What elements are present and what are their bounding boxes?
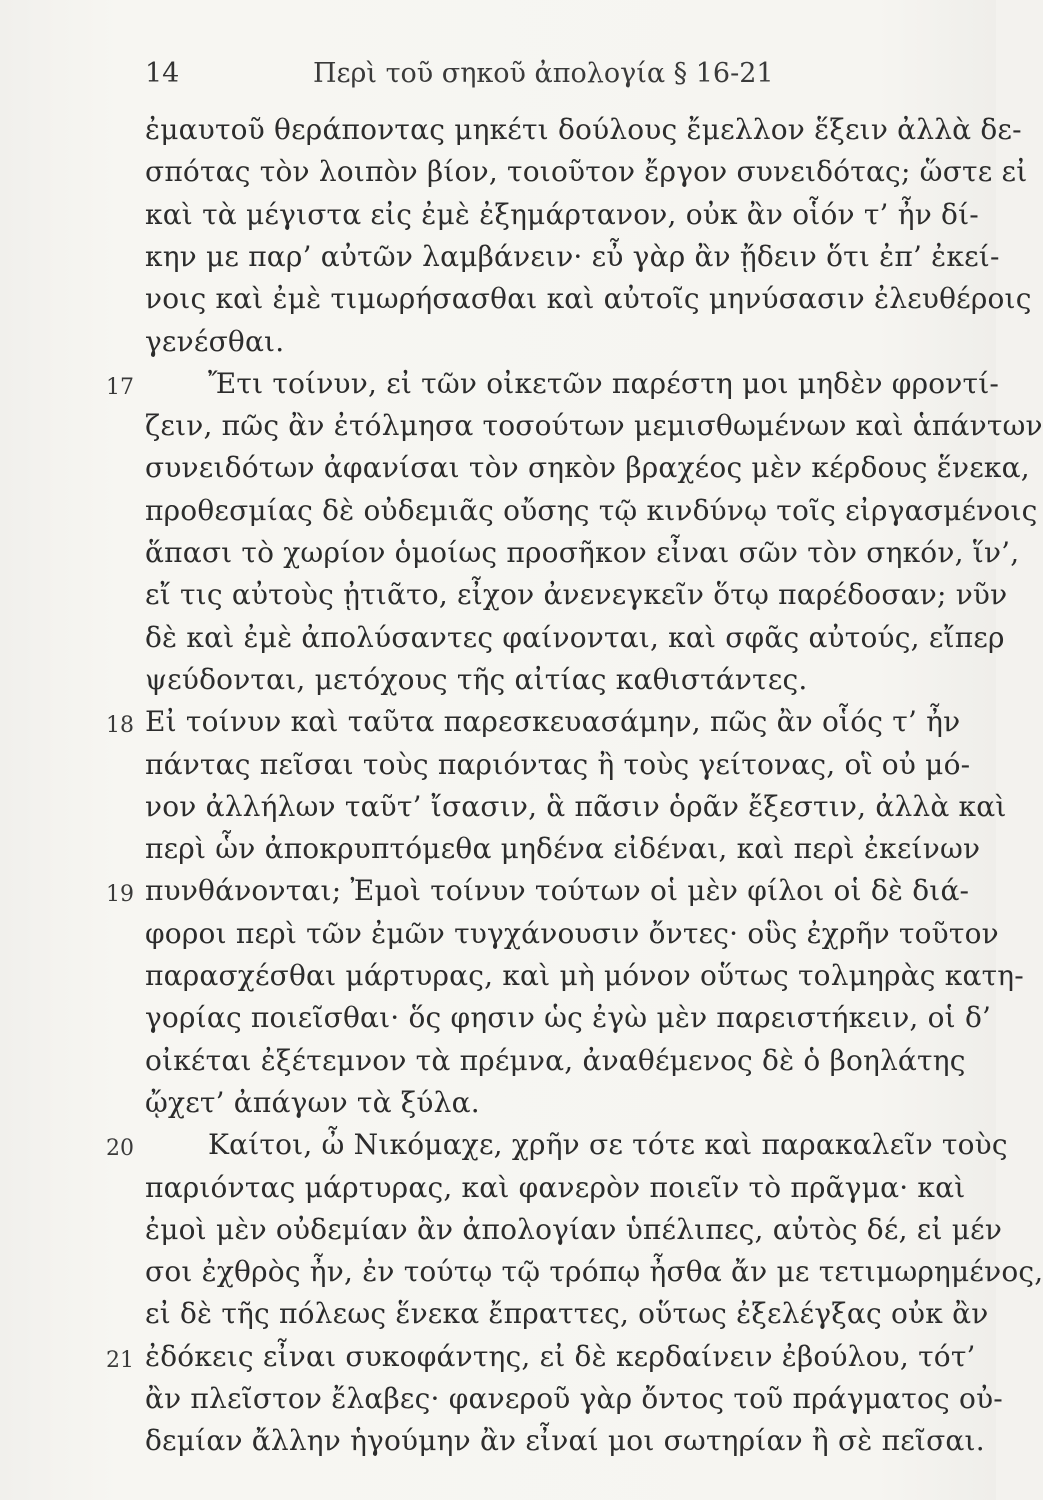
section-number: 19 [106, 882, 134, 908]
page-header [145, 58, 865, 98]
text-line: σπότας τὸν λοιπὸν βίον, τοιοῦτον ἔργον συνειδότας; ὥστε εἰ [145, 155, 1028, 189]
text-line: εἴ τις αὐτοὺς ᾐτιᾶτο, εἶχον ἀνενεγκεῖν ὅτῳ παρέδοσαν; νῦν [145, 578, 1008, 612]
text-line: γορίας ποιεῖσθαι· ὅς φησιν ὡς ἐγὼ μὲν παρειστήκειν, οἱ δ’ [145, 1001, 992, 1035]
text-line: παρασχέσθαι μάρτυρας, καὶ μὴ μόνον οὕτως τολμηρὰς κατη- [145, 959, 1024, 992]
text-line: ᾤχετ’ ἀπάγων τὰ ξύλα. [145, 1085, 480, 1119]
text-line: ἅπασι τὸ χωρίον ὁμοίως προσῆκον εἶναι σῶν τὸν σηκόν, ἵν’, [145, 536, 1020, 569]
section-number: 18 [106, 713, 134, 739]
text-line: φοροι περὶ τῶν ἐμῶν τυγχάνουσιν ὄντες· οὓς ἐχρῆν τοῦτον [145, 916, 999, 950]
text-line: Εἰ τοίνυν καὶ ταῦτα παρεσκευασάμην, πῶς ἂν οἷός τ’ ἦν [145, 705, 961, 739]
text-line: Καίτοι, ὦ Νικόμαχε, χρῆν σε τότε καὶ παρακαλεῖν τοὺς [208, 1128, 1008, 1162]
text-line: νον ἀλλήλων ταῦτ’ ἴσασιν, ἃ πᾶσιν ὁρᾶν ἔξεστιν, ἀλλὰ καὶ [145, 789, 1007, 823]
text-line: Ἔτι τοίνυν, εἰ τῶν οἰκετῶν παρέστη μοι μηδὲν φροντί- [208, 366, 1000, 400]
text-line: καὶ τὰ μέγιστα εἰς ἐμὲ ἐξημάρτανον, οὐκ ἂν οἷόν τ’ ἦν δί- [145, 197, 979, 231]
text-line: παριόντας μάρτυρας, καὶ φανερὸν ποιεῖν τὸ πρᾶγμα· καὶ [145, 1170, 966, 1204]
text-line: δὲ καὶ ἐμὲ ἀπολύσαντες φαίνονται, καὶ σφᾶς αὐτούς, εἴπερ [145, 620, 1005, 654]
page-number: 14 [145, 58, 180, 89]
text-line: προθεσμίας δὲ οὐδεμιᾶς οὔσης τῷ κινδύνῳ τοῖς εἰργασμένοις [145, 493, 1038, 527]
section-number: 17 [106, 374, 134, 400]
section-number: 20 [106, 1136, 134, 1162]
text-line: σοι ἐχθρὸς ἦν, ἐν τούτῳ τῷ τρόπῳ ἦσθα ἄν με τετιμωρημένος, [145, 1255, 1043, 1289]
text-line: οἰκέται ἐξέτεμνον τὰ πρέμνα, ἀναθέμενος δὲ ὁ βοηλάτης [145, 1043, 966, 1077]
running-title: Περὶ τοῦ σηκοῦ ἀπολογία § 16-21 [313, 58, 774, 89]
text-line: περὶ ὧν ἀποκρυπτόμεθα μηδένα εἰδέναι, καὶ περὶ ἐκείνων [145, 832, 981, 866]
text-line: εἰ δὲ τῆς πόλεως ἕνεκα ἔπραττες, οὕτως ἐξελέγξας οὐκ ἂν [145, 1297, 989, 1331]
text-line: νοις καὶ ἐμὲ τιμωρήσασθαι καὶ αὐτοῖς μηνύσασιν ἐλευθέροις [145, 282, 1032, 316]
text-line: κην με παρ’ αὐτῶν λαμβάνειν· εὖ γὰρ ἂν ᾔδειν ὅτι ἐπ’ ἐκεί- [145, 239, 1000, 273]
text-line: ζειν, πῶς ἂν ἐτόλμησα τοσούτων μεμισθωμένων καὶ ἁπάντων [145, 409, 1043, 443]
text-line: ἐμαυτοῦ θεράποντας μηκέτι δούλους ἔμελλον ἕξειν ἀλλὰ δε- [145, 113, 1022, 146]
text-line: δεμίαν ἄλλην ἡγούμην ἂν εἶναί μοι σωτηρίαν ἢ σὲ πεῖσαι. [145, 1424, 985, 1458]
text-line: συνειδότων ἀφανίσαι τὸν σηκὸν βραχέος μὲν κέρδους ἕνεκα, [145, 451, 1030, 485]
text-line: πάντας πεῖσαι τοὺς παριόντας ἢ τοὺς γείτονας, οἳ οὐ μό- [145, 747, 971, 781]
text-line: γενέσθαι. [145, 324, 285, 358]
section-number: 21 [106, 1347, 134, 1373]
text-line: ἐδόκεις εἶναι συκοφάντης, εἰ δὲ κερδαίνειν ἐβούλου, τότ’ [145, 1339, 976, 1373]
text-line: ψεύδονται, μετόχους τῆς αἰτίας καθιστάντες. [145, 662, 808, 696]
text-line: πυνθάνονται; Ἐμοὶ τοίνυν τούτων οἱ μὲν φίλοι οἱ δὲ διά- [145, 874, 970, 908]
text-line: ἂν πλεῖστον ἔλαβες· φανεροῦ γὰρ ὄντος τοῦ πράγματος οὐ- [145, 1382, 1003, 1415]
text-line: ἐμοὶ μὲν οὐδεμίαν ἂν ἀπολογίαν ὑπέλιπες, αὐτὸς δέ, εἰ μέν [145, 1212, 1003, 1246]
